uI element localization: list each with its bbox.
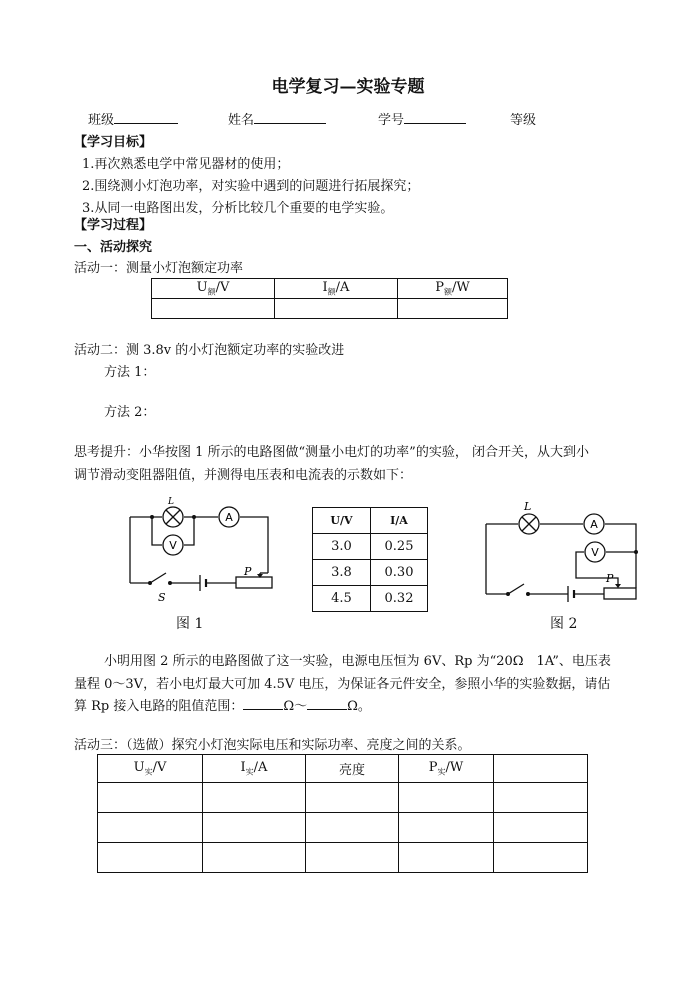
ming-text-line1: 小明用图 2 所示的电路图做了这一实验，电源电压恒为 6V、Rp 为“20Ω 1A”、电压表 <box>104 654 611 669</box>
method-2-label: 方法 2： <box>104 405 156 420</box>
goal-item: 1.再次熟悉电学中常见器材的使用； <box>82 157 290 172</box>
wire <box>152 517 162 545</box>
table3-header-u: $U_实/V$ <box>98 755 203 783</box>
method-1-label: 方法 1： <box>104 365 156 380</box>
table3-cell <box>399 843 494 873</box>
process-heading: 【学习过程】 <box>74 218 153 233</box>
lamp-label: L <box>524 500 532 513</box>
switch-contact <box>168 581 172 585</box>
actual-power-table <box>97 754 588 873</box>
data-cell: 0.32 <box>371 586 428 612</box>
table3-cell <box>306 843 399 873</box>
goal-item: 3.从同一电路图出发，分析比较几个重要的电学实验。 <box>82 201 394 216</box>
table3-cell <box>203 843 306 873</box>
table1-header-i: $I_额/A$ <box>275 279 398 299</box>
class-blank <box>114 111 178 124</box>
table3-cell <box>306 813 399 843</box>
table3-cell <box>399 783 494 813</box>
data-header-i: I/A <box>371 508 428 534</box>
table3-cell <box>494 783 588 813</box>
table3-header-blank <box>494 755 588 783</box>
table3-cell <box>98 783 203 813</box>
ming-text-line3 <box>74 695 371 714</box>
table3-cell <box>494 843 588 873</box>
rheostat-label: P <box>244 565 252 578</box>
data-header-u: U/V <box>313 508 371 534</box>
junction-dot <box>192 515 196 519</box>
goals-heading: 【学习目标】 <box>74 135 153 150</box>
junction-dot <box>634 550 638 554</box>
switch-blade <box>508 584 524 594</box>
name-blank <box>254 111 326 124</box>
figure-2-caption: 图 2 <box>550 616 578 632</box>
data-cell: 0.30 <box>371 560 428 586</box>
goal-item: 2.围绕测小灯泡功率，对实验中遇到的问题进行拓展探究； <box>82 179 420 194</box>
table3-cell <box>399 813 494 843</box>
rheostat-body <box>604 588 636 599</box>
table3-header-brightness: 亮度 <box>306 755 399 783</box>
name-label: 姓名 <box>228 113 255 128</box>
rheostat-label: P <box>606 572 614 585</box>
data-cell: 3.8 <box>313 560 371 586</box>
table3-header-p: $P_实/W$ <box>399 755 494 783</box>
voltmeter-label: V <box>591 546 599 559</box>
ammeter-label: A <box>590 518 598 531</box>
table3-cell <box>98 843 203 873</box>
name-field <box>228 109 326 128</box>
junction-dot <box>150 515 154 519</box>
table1-cell <box>152 299 275 319</box>
measurement-table <box>312 507 428 612</box>
switch-pivot <box>148 581 152 585</box>
data-cell: 4.5 <box>313 586 371 612</box>
rheostat-body <box>236 577 272 588</box>
voltmeter-label: V <box>169 539 177 552</box>
answer-blank-min[interactable] <box>243 697 283 710</box>
activity-1-title: 活动一：测量小灯泡额定功率 <box>74 261 244 276</box>
table1-header-u: $U_额/V$ <box>152 279 275 299</box>
switch-blade <box>150 573 166 583</box>
section-1-heading: 一、活动探究 <box>74 240 153 255</box>
circuit-figure-1 <box>122 495 282 605</box>
answer-blank-max[interactable] <box>307 697 347 710</box>
class-label: 班级 <box>88 113 115 128</box>
circuit-figure-2 <box>480 500 642 608</box>
table3-cell <box>203 783 306 813</box>
ming-text-line3b: Ω～ <box>283 699 308 714</box>
table3-header-i: $I_实/A$ <box>203 755 306 783</box>
activity-3-title: 活动三：（选做）探究小灯泡实际电压和实际功率、亮度之间的关系。 <box>74 738 471 753</box>
table1-header-p: $P_额/W$ <box>398 279 508 299</box>
data-cell: 3.0 <box>313 534 371 560</box>
table1-cell <box>275 299 398 319</box>
table3-cell <box>98 813 203 843</box>
wire <box>184 517 194 545</box>
wire <box>605 524 636 550</box>
grade-label: 等级 <box>510 113 537 128</box>
table3-cell <box>306 783 399 813</box>
figure-1-caption: 图 1 <box>176 616 204 632</box>
rated-power-table <box>151 278 508 319</box>
table1-cell <box>398 299 508 319</box>
id-blank <box>404 111 466 124</box>
class-field <box>88 109 178 128</box>
switch-pivot <box>506 592 510 596</box>
think-text-line2: 调节滑动变阻器阻值，并测得电压表和电流表的示数如下： <box>74 468 413 483</box>
id-field <box>378 109 466 128</box>
switch-label: S <box>158 591 166 604</box>
think-text-line1: 思考提升：小华按图 1 所示的电路图做“测量小电灯的功率”的实验， 闭合开关，从大到小 <box>74 445 589 460</box>
activity-2-title: 活动二：测 3.8v 的小灯泡额定功率的实验改进 <box>74 343 345 358</box>
ming-text-line3a: 算 Rp 接入电路的阻值范围： <box>74 699 244 714</box>
ammeter-label: A <box>225 511 233 524</box>
id-label: 学号 <box>378 113 405 128</box>
table3-cell <box>494 813 588 843</box>
lamp-label: L <box>168 497 174 507</box>
ming-text-line2: 量程 0～3V，若小电灯最大可加 4.5V 电压，为保证各元件安全，参照小华的实验数据，请估 <box>74 677 611 692</box>
switch-contact <box>526 592 530 596</box>
data-cell: 0.25 <box>371 534 428 560</box>
page-title: 电学复习—实验专题 <box>271 77 425 97</box>
ming-text-line3c: Ω。 <box>347 699 371 714</box>
table3-cell <box>203 813 306 843</box>
